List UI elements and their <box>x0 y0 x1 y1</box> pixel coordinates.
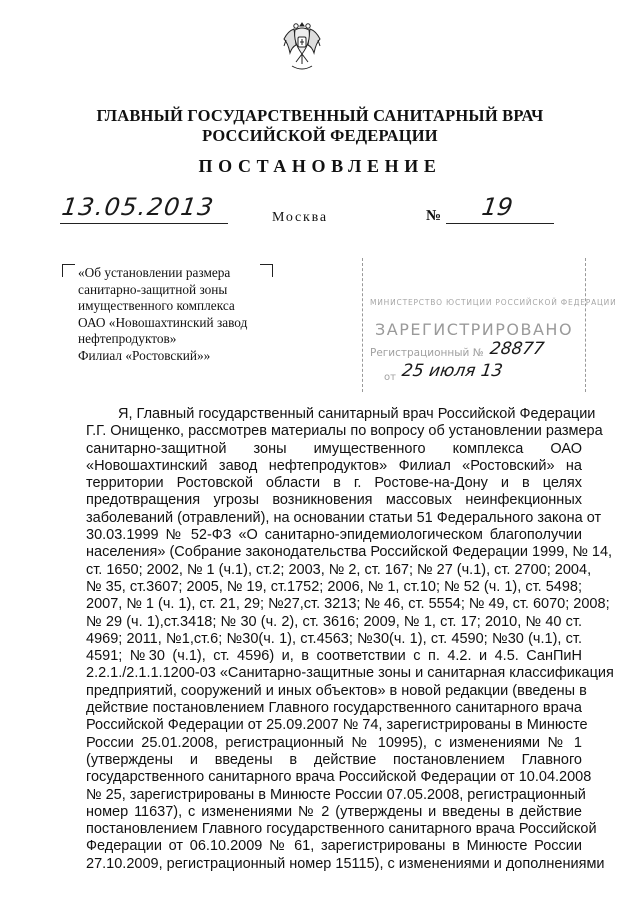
authority-title: ГЛАВНЫЙ ГОСУДАРСТВЕННЫЙ САНИТАРНЫЙ ВРАЧ <box>96 106 544 125</box>
body-line: населения» (Собрание законодательства Российской Федерации 1999, № 14, <box>86 544 613 561</box>
stamp-date: 25 июля 13 <box>400 361 504 381</box>
body-line: № 25, зарегистрированы в Минюсте России 07.05.2008, регистрационный <box>86 786 586 803</box>
stamp-reg-number: 28877 <box>488 339 546 359</box>
stamp-ministry: МИНИСТЕРСТВО ЮСТИЦИИ РОССИЙСКОЙ ФЕДЕРАЦИИ <box>370 298 617 307</box>
body-line: Российской Федерации от 25.09.2007 № 74, зарегистрированы в Минюсте <box>86 717 588 734</box>
document-subject <box>78 265 268 365</box>
document-body <box>86 406 614 873</box>
body-line: номер 11637), с изменениями № 2 (утверждены и введены в действие <box>86 803 582 820</box>
subject-bracket-left <box>62 264 75 277</box>
body-line: ст. 1650; 2002, № 1 (ч.1), ст.2; 2003, № 2, ст. 167; № 27 (ч.1), ст. 2700; 2004, <box>86 561 592 578</box>
document-city: Москва <box>272 210 328 225</box>
body-line: постановлением Главного государственного санитарного врача Российской <box>86 821 597 838</box>
body-line: предотвращения угрозы возникновения массовых неинфекционных <box>86 492 582 509</box>
subject-line: нефтепродуктов» <box>78 331 177 347</box>
document-type: ПОСТАНОВЛЕНИЕ <box>198 156 442 176</box>
body-line: Федерации от 06.10.2009 № 61, зарегистрированы в Минюсте России <box>86 838 582 855</box>
body-line: предприятий, сооружений и иных объектов» в новой редакции (введены в <box>86 682 587 699</box>
body-line: заболеваний (отравлений), на основании статьи 51 Федерального закона от <box>86 509 602 526</box>
body-line: «Новошахтинский завод нефтепродуктов» Филиал «Ростовский» на <box>86 457 582 474</box>
body-line: Г.Г. Онищенко, рассмотрев материалы по вопросу об установлении размера <box>86 423 603 440</box>
stamp-registered: ЗАРЕГИСТРИРОВАНО <box>375 320 574 339</box>
body-line: № 29 (ч. 1),ст.3418; № 30 (ч. 2), ст. 3616; 2009, № 1, ст. 17; 2010, № 40 ст. <box>86 613 582 630</box>
body-line: 2007, № 1 (ч. 1), ст. 21, 29; №27,ст. 3213; № 46, ст. 5554; № 49, ст. 6070; 2008; <box>86 596 610 613</box>
body-line: (утверждены и введены в действие постановлением Главного <box>86 751 582 768</box>
subject-line: имущественного комплекса <box>78 298 235 314</box>
subject-line: санитарно-защитной зоны <box>78 281 228 297</box>
body-line: 2.2.1./2.1.1.1200-03 «Санитарно-защитные зоны и санитарная классификация <box>86 665 614 682</box>
document-number: 19 <box>480 193 515 221</box>
number-underline <box>446 223 554 224</box>
subject-line: «Об установлении размера <box>78 265 231 280</box>
body-line: Я, Главный государственный санитарный врач Российской Федерации <box>118 406 596 422</box>
body-line: 27.10.2009, регистрационный номер 15115), с изменениями и дополнениями <box>86 855 605 872</box>
body-line: № 35, ст.3607; 2005, № 19, ст.1752; 2006, № 1, ст.10; № 52 (ч. 1), ст. 5498; <box>86 578 582 595</box>
coat-of-arms-icon <box>281 20 323 78</box>
stamp-reg-label: Регистрационный № <box>370 347 484 359</box>
body-line: 30.03.1999 № 52-ФЗ «О санитарно-эпидемиологическом благополучии <box>86 527 582 544</box>
body-line: 4591; №30 (ч.1), ст. 4596) и, в соответствии с п. 4.2. и 4.5. СанПиН <box>86 648 582 665</box>
stamp-date-label: от <box>384 372 396 383</box>
issuing-authority <box>0 106 640 146</box>
body-line: России 25.01.2008, регистрационный № 10995), с изменениями № 1 <box>86 734 582 751</box>
authority-country: РОССИЙСКОЙ ФЕДЕРАЦИИ <box>202 126 438 145</box>
document-date: 13.05.2013 <box>60 193 217 221</box>
body-line: санитарно-защитной зоны имущественного комплекса ОАО <box>86 440 582 457</box>
subject-line: ОАО «Новошахтинский завод <box>78 314 248 330</box>
body-line: государственного санитарного врача Российской Федерации от 10.04.2008 <box>86 769 592 786</box>
number-sign: № <box>426 208 442 224</box>
body-line: 4969; 2011, №1,ст.6; №30(ч. 1), ст.4563; №30(ч. 1), ст. 4590; №30 (ч.1), ст. <box>86 630 582 647</box>
body-line: территории Ростовской области в г. Ростове-на-Дону и в целях <box>86 475 582 492</box>
subject-line: Филиал «Ростовский»» <box>78 347 211 363</box>
body-line: действие постановлением Главного государственного санитарного врача <box>86 700 582 717</box>
date-underline <box>60 223 228 224</box>
